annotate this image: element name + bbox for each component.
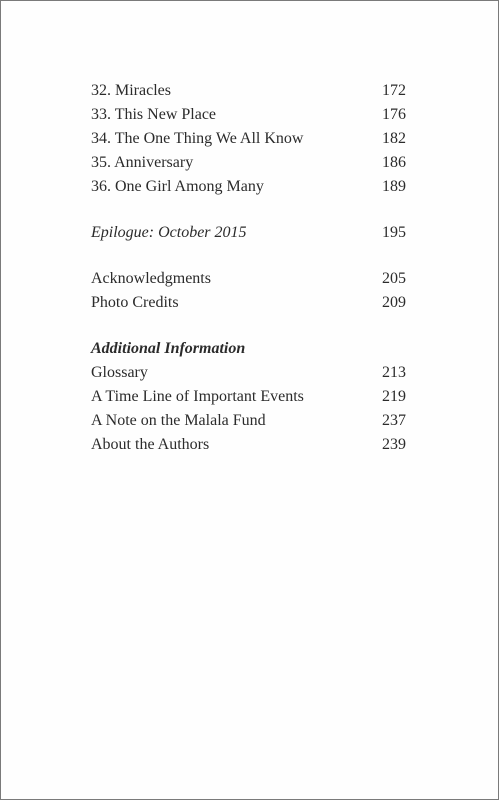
toc-entry-title: 36. One Girl Among Many <box>91 178 264 195</box>
toc-entry-about-authors <box>91 433 406 457</box>
toc-entry-title: Acknowledgments <box>91 270 211 287</box>
toc-entry-page: 205 <box>382 270 406 287</box>
section-heading-additional-information: Additional Information <box>91 340 246 357</box>
toc-entry-page: 186 <box>382 154 406 171</box>
toc-entry-page: 195 <box>382 224 406 241</box>
toc-entry-title: About the Authors <box>91 436 210 453</box>
toc-entry-title: A Note on the Malala Fund <box>91 412 266 429</box>
table-of-contents <box>91 79 406 457</box>
toc-entry-chapter-32 <box>91 79 406 103</box>
toc-entry-page: 237 <box>382 412 406 429</box>
toc-entry-page: 172 <box>382 82 406 99</box>
toc-entry-chapter-34 <box>91 127 406 151</box>
toc-entry-page: 213 <box>382 364 406 381</box>
spacer <box>91 315 406 337</box>
toc-entry-acknowledgments <box>91 267 406 291</box>
toc-entry-malala-fund <box>91 409 406 433</box>
toc-entry-photo-credits <box>91 291 406 315</box>
toc-entry-page: 209 <box>382 294 406 311</box>
toc-entry-epilogue <box>91 221 406 245</box>
toc-entry-time-line <box>91 385 406 409</box>
toc-entry-page: 176 <box>382 106 406 123</box>
toc-entry-chapter-33 <box>91 103 406 127</box>
toc-entry-title: Epilogue: October 2015 <box>91 224 247 241</box>
toc-entry-chapter-35 <box>91 151 406 175</box>
toc-entry-title: 32. Miracles <box>91 82 171 99</box>
spacer <box>91 199 406 221</box>
toc-entry-page: 239 <box>382 436 406 453</box>
toc-entry-glossary <box>91 361 406 385</box>
toc-entry-title: 35. Anniversary <box>91 154 194 171</box>
spacer <box>91 245 406 267</box>
toc-entry-title: A Time Line of Important Events <box>91 388 304 405</box>
toc-entry-title: 34. The One Thing We All Know <box>91 130 304 147</box>
toc-entry-chapter-36 <box>91 175 406 199</box>
toc-entry-page: 182 <box>382 130 406 147</box>
toc-entry-page: 189 <box>382 178 406 195</box>
toc-entry-title: Photo Credits <box>91 294 179 311</box>
toc-entry-title: Glossary <box>91 364 148 381</box>
toc-entry-title: 33. This New Place <box>91 106 217 123</box>
toc-entry-page: 219 <box>382 388 406 405</box>
